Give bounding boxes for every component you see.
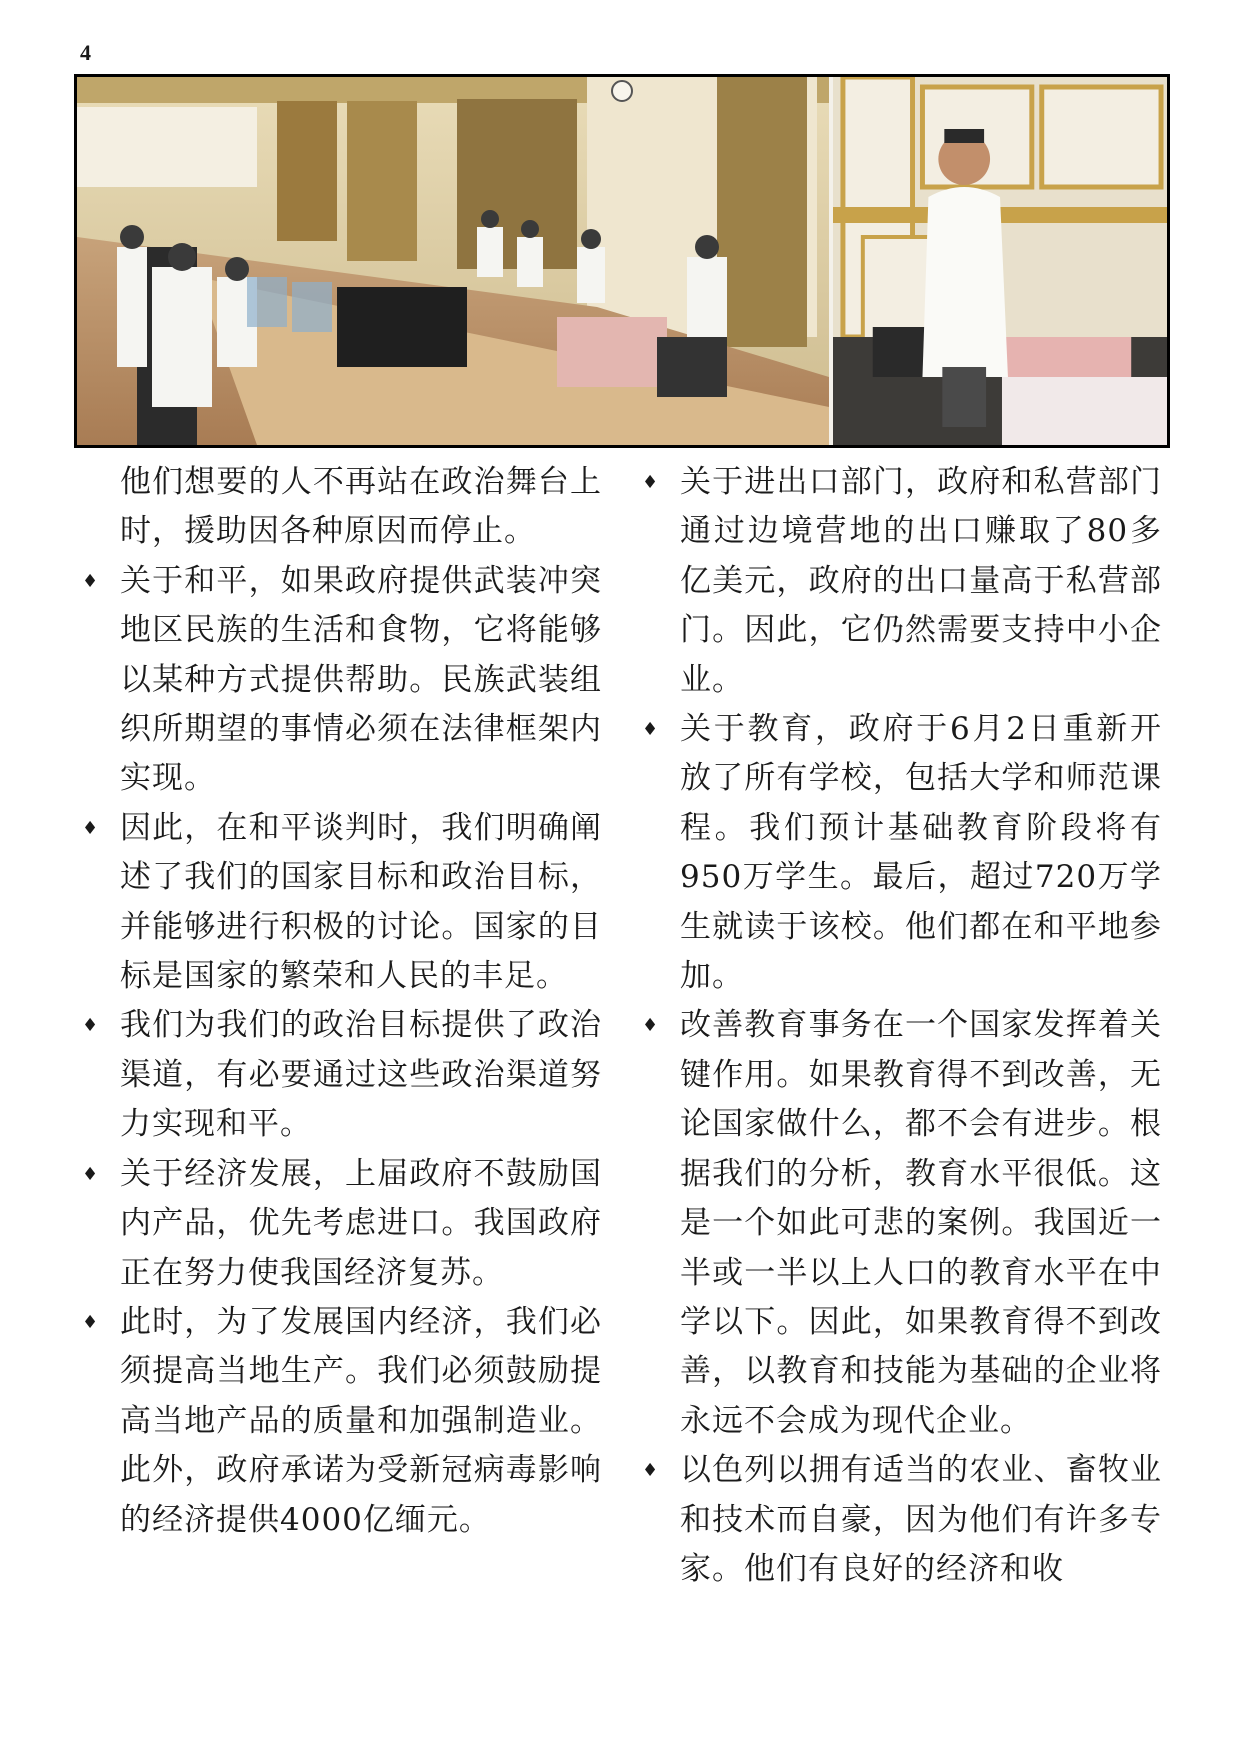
speaker-photo-illustration — [833, 77, 1167, 445]
bullet-text: 关于和平，如果政府提供武装冲突地区民族的生活和食物，它将能够以某种方式提供帮助。民族武装组织所期望的事情必须在法律框架内实现。 — [120, 562, 602, 797]
photo-strip — [74, 74, 1170, 448]
bullet-icon: ♦ — [642, 472, 660, 493]
bullet-text: 关于教育，政府于6月2日重新开放了所有学校，包括大学和师范课程。我们预计基础教育阶段将有950万学生。最后，超过720万学生就读于该校。他们都在和平地参加。 — [680, 711, 1162, 995]
bullet-item — [642, 1446, 1162, 1594]
bullet-icon: ♦ — [642, 1015, 660, 1037]
bullet-item — [82, 557, 602, 804]
bullet-text: 关于进出口部门，政府和私营部门通过边境营地的出口赚取了80多亿美元，政府的出口量高于私营部门。因此，它仍然需要支持中小企业。 — [680, 464, 1162, 698]
bullet-icon: ♦ — [82, 1311, 100, 1333]
bullet-text: 我们为我们的政治目标提供了政治渠道，有必要通过这些政治渠道努力实现和平。 — [120, 1007, 602, 1143]
continued-paragraph: 他们想要的人不再站在政治舞台上时，援助因各种原因而停止。 — [120, 464, 602, 550]
bullet-icon: ♦ — [642, 1460, 660, 1482]
bullet-item — [82, 1298, 602, 1545]
bullet-item — [642, 458, 1162, 705]
bullet-icon: ♦ — [82, 570, 100, 592]
bullet-item — [642, 705, 1162, 1001]
bullet-icon: ♦ — [82, 1015, 100, 1037]
meeting-room-photo — [77, 77, 833, 445]
bullet-icon: ♦ — [642, 719, 660, 741]
bullet-icon: ♦ — [82, 817, 100, 839]
bullet-text: 此时，为了发展国内经济，我们必须提高当地生产。我们必须鼓励提高当地产品的质量和加强制造业。此外，政府承诺为受新冠病毒影响的经济提供4000亿缅元。 — [120, 1303, 602, 1538]
speaker-photo — [833, 77, 1167, 445]
bullet-text: 改善教育事务在一个国家发挥着关键作用。如果教育得不到改善，无论国家做什么，都不会有进步。根据我们的分析，教育水平很低。这是一个如此可悲的案例。我国近一半或一半以上人口的教育水平在中学以下。因此，如果教育得不到改善，以教育和技能为基础的企业将永远不会成为现代企业。 — [680, 1007, 1162, 1439]
bullet-text: 关于经济发展，上届政府不鼓励国内产品，优先考虑进口。我国政府正在努力使我国经济复苏。 — [120, 1155, 602, 1291]
page-number: 4 — [80, 40, 91, 65]
left-column — [82, 458, 602, 1545]
bullet-text: 因此，在和平谈判时，我们明确阐述了我们的国家目标和政治目标，并能够进行积极的讨论。国家的目标是国家的繁荣和人民的丰足。 — [120, 809, 602, 995]
bullet-text: 以色列以拥有适当的农业、畜牧业和技术而自豪，因为他们有许多专家。他们有良好的经济和收 — [680, 1452, 1162, 1587]
bullet-item — [82, 804, 602, 1002]
bullet-item — [82, 1001, 602, 1149]
meeting-room-photo-illustration — [77, 77, 829, 445]
bullet-item — [82, 1150, 602, 1298]
right-column — [642, 458, 1162, 1594]
bullet-item — [642, 1001, 1162, 1446]
bullet-icon: ♦ — [82, 1163, 100, 1185]
